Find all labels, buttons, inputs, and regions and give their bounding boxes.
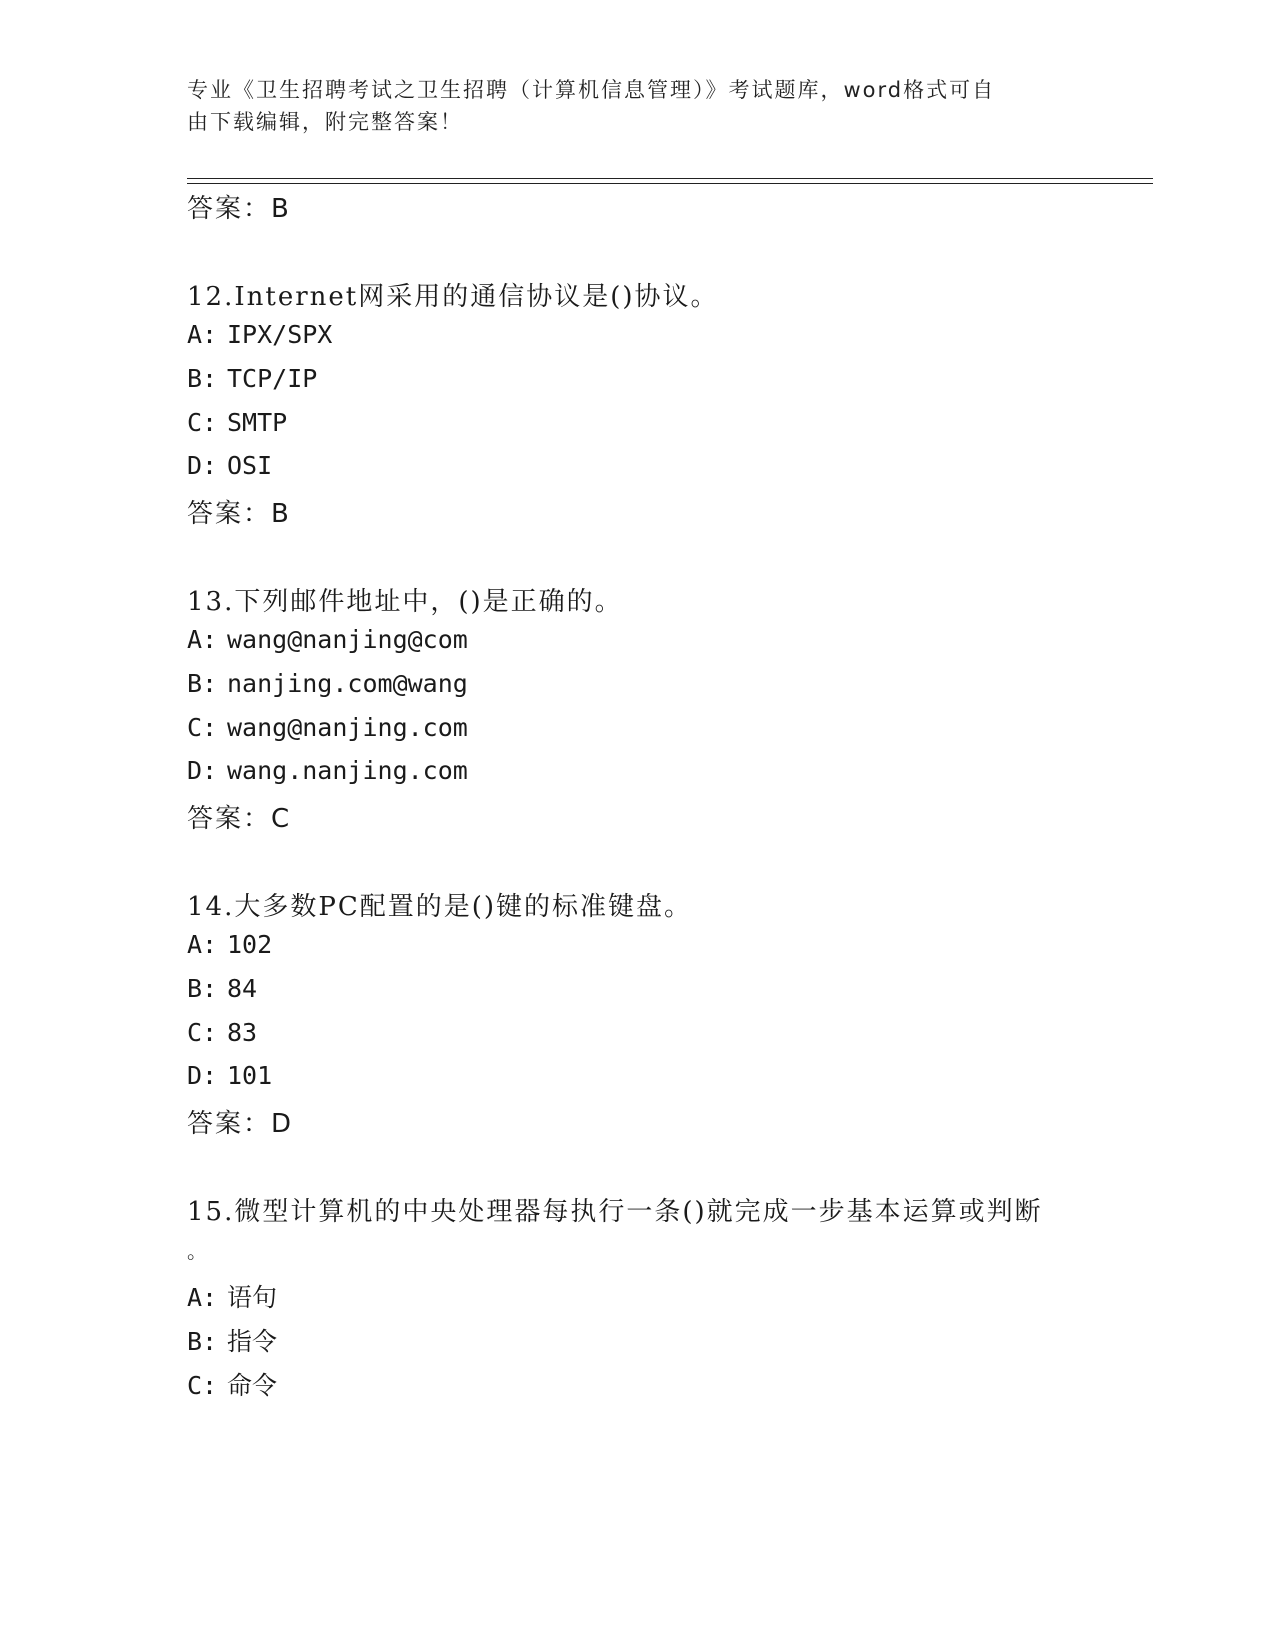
question-15-text-continuation: 。 — [187, 1239, 209, 1263]
question-15-option-c — [187, 1366, 277, 1402]
question-14-text: 14.大多数PC配置的是()键的标准键盘。 — [187, 892, 693, 922]
option-label: A: — [187, 320, 218, 349]
question-13-text: 13.下列邮件地址中，()是正确的。 — [187, 587, 623, 617]
option-label: C: — [187, 408, 218, 437]
header-line-1: 专业《卫生招聘考试之卫生招聘（计算机信息管理）》考试题库，word格式可自 — [187, 78, 996, 102]
header-divider-bottom — [187, 183, 1153, 184]
option-text: 101 — [227, 1061, 273, 1090]
option-label: C: — [187, 1371, 218, 1400]
option-text: nanjing.com@wang — [227, 669, 468, 698]
option-label: A: — [187, 930, 218, 959]
question-13-option-a — [187, 625, 468, 654]
question-12-option-b — [187, 364, 317, 393]
header-divider-top — [187, 178, 1153, 179]
question-13-option-b — [187, 669, 468, 698]
question-14-option-c — [187, 1018, 257, 1047]
option-label: B: — [187, 974, 218, 1003]
option-text: IPX/SPX — [227, 320, 333, 349]
option-label: B: — [187, 669, 218, 698]
question-14-option-a — [187, 930, 272, 959]
option-label: C: — [187, 1018, 218, 1047]
question-12-option-a — [187, 320, 332, 349]
option-label: B: — [187, 1327, 218, 1356]
option-label: A: — [187, 625, 218, 654]
option-text: 命令 — [227, 1371, 278, 1400]
option-text: 102 — [227, 930, 273, 959]
question-14-option-b — [187, 974, 257, 1003]
header-line-2: 由下载编辑，附完整答案！ — [187, 110, 463, 134]
question-12-option-c — [187, 408, 287, 437]
option-label: D: — [187, 1061, 218, 1090]
option-text: 语句 — [227, 1283, 278, 1312]
option-text: 83 — [227, 1018, 258, 1047]
question-14-option-d — [187, 1061, 272, 1090]
option-label: D: — [187, 756, 218, 785]
question-12-option-d — [187, 451, 272, 480]
answer-line: 答案：B — [187, 194, 291, 224]
question-14-answer: 答案：D — [187, 1109, 294, 1139]
option-text: wang.nanjing.com — [227, 756, 468, 785]
option-text: SMTP — [227, 408, 288, 437]
option-text: 指令 — [227, 1327, 278, 1356]
option-label: C: — [187, 713, 218, 742]
document-header — [187, 74, 1067, 138]
option-text: TCP/IP — [227, 364, 318, 393]
option-label: B: — [187, 364, 218, 393]
option-text: wang@nanjing@com — [227, 625, 468, 654]
option-text: OSI — [227, 451, 273, 480]
question-15-option-a — [187, 1278, 277, 1314]
question-12-answer: 答案：B — [187, 499, 291, 529]
question-15-text: 15.微型计算机的中央处理器每执行一条()就完成一步基本运算或判断 — [187, 1197, 1043, 1227]
option-text: wang@nanjing.com — [227, 713, 468, 742]
question-13-option-c — [187, 713, 468, 742]
option-text: 84 — [227, 974, 258, 1003]
question-13-option-d — [187, 756, 468, 785]
option-label: A: — [187, 1283, 218, 1312]
question-12-text: 12.Internet网采用的通信协议是()协议。 — [187, 282, 719, 312]
question-13-answer: 答案：C — [187, 804, 292, 834]
question-15-option-b — [187, 1322, 277, 1358]
option-label: D: — [187, 451, 218, 480]
